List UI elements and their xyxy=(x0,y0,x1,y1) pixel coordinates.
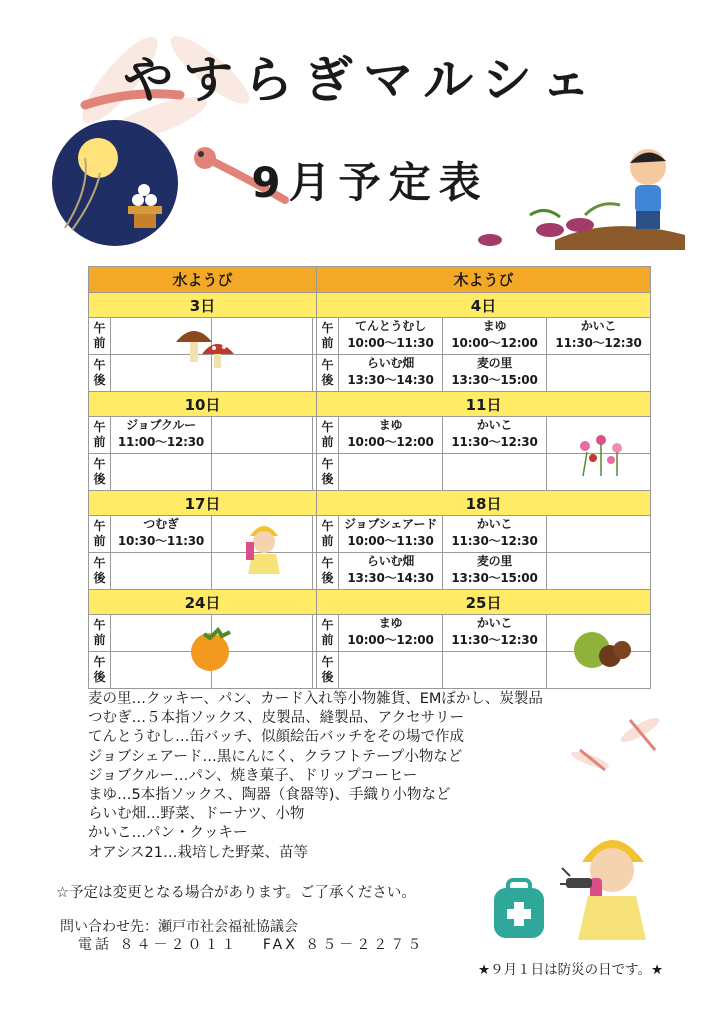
time-period-label: 午 後 xyxy=(317,553,339,590)
time-period-label: 午 後 xyxy=(89,553,111,590)
time-period-label: 午 前 xyxy=(317,417,339,454)
schedule-slot xyxy=(339,615,443,652)
contact-phone: 電話 ８４－２０１１ FAX ８５－２２７５ xyxy=(78,937,425,953)
empty-slot xyxy=(339,652,443,689)
time-period-label: 午 後 xyxy=(317,652,339,689)
vendor-item: オアシス21…栽培した野菜、苗等 xyxy=(88,844,308,861)
vendor-time: 13:30～15:00 xyxy=(451,571,538,585)
schedule-slot xyxy=(443,355,547,392)
vendor-item: てんとうむし…缶バッチ、似顔絵缶バッチをその場で作成 xyxy=(88,729,464,746)
time-period-label: 午 前 xyxy=(317,318,339,355)
time-period-label: 午 前 xyxy=(89,615,111,652)
page-subtitle: 9月予定表 xyxy=(251,158,489,207)
time-period-label: 午 前 xyxy=(89,318,111,355)
time-period-label: 午 前 xyxy=(317,615,339,652)
schedule-slot xyxy=(339,553,443,590)
change-notice: ☆予定は変更となる場合があります。ご了承ください。 xyxy=(56,885,416,901)
persimmon-icon xyxy=(186,624,238,672)
afternoon-row xyxy=(89,553,651,590)
time-period-label: 午 前 xyxy=(317,516,339,553)
page-title: やすらぎマルシェ xyxy=(123,51,601,109)
vendor-name: らいむ畑 xyxy=(366,356,415,370)
day-header-wednesday: 水ようび xyxy=(89,267,317,293)
helmet-girl-icon xyxy=(238,516,290,576)
time-period-label: 午 後 xyxy=(89,355,111,392)
schedule-slot xyxy=(339,516,443,553)
vendor-item: ジョブシェアード…黒にんにく、クラフトテープ小物など xyxy=(88,748,463,765)
date-row xyxy=(89,293,651,318)
morning-row xyxy=(89,516,651,553)
time-period-label: 午 前 xyxy=(89,417,111,454)
vendor-item: かいこ…パン・クッキー xyxy=(88,825,248,842)
schedule-slot xyxy=(443,318,547,355)
empty-slot xyxy=(547,516,651,553)
empty-slot xyxy=(547,553,651,590)
vendor-name: まゆ xyxy=(378,616,403,630)
day-header-row xyxy=(89,267,651,293)
date-header-thursday: 4日 xyxy=(317,293,651,318)
date-header-thursday: 25日 xyxy=(317,590,651,615)
vendor-item: 麦の里…クッキー、パン、カード入れ等小物雑貨、EMぼかし、炭製品 xyxy=(88,691,543,707)
moon-icon xyxy=(50,118,180,248)
empty-slot xyxy=(443,454,547,491)
schedule-slot xyxy=(443,615,547,652)
vendor-time: 10:00～11:30 xyxy=(347,336,434,350)
morning-row xyxy=(89,615,651,652)
emergency-backpack-icon xyxy=(486,878,552,940)
schedule-slot xyxy=(339,355,443,392)
vendor-time: 13:30～14:30 xyxy=(347,571,434,585)
date-header-wednesday: 3日 xyxy=(89,293,317,318)
helmet-girl-icon xyxy=(560,818,664,948)
vendor-time: 11:30～12:30 xyxy=(451,633,538,647)
schedule-slot xyxy=(339,417,443,454)
day-header-thursday: 木ようび xyxy=(317,267,651,293)
vendor-time: 10:00～12:00 xyxy=(451,336,538,350)
vendor-time: 10:00～11:30 xyxy=(347,534,434,548)
time-period-label: 午 後 xyxy=(89,652,111,689)
vendor-name: ジョブクルー xyxy=(126,418,196,432)
vendor-name: かいこ xyxy=(476,418,513,432)
vendor-time: 10:00～12:00 xyxy=(347,633,434,647)
afternoon-row xyxy=(89,652,651,689)
schedule-slot xyxy=(339,318,443,355)
vendor-name: てんとうむし xyxy=(355,319,426,333)
empty-slot xyxy=(212,417,313,454)
dragonfly-icon xyxy=(560,710,670,790)
vendor-name: 麦の里 xyxy=(476,554,513,568)
date-header-thursday: 18日 xyxy=(317,491,651,516)
contact-info xyxy=(60,918,424,954)
vendor-name: 麦の里 xyxy=(476,356,513,370)
empty-slot xyxy=(212,454,313,491)
vendor-name: まゆ xyxy=(378,418,403,432)
time-period-label: 午 後 xyxy=(317,454,339,491)
empty-slot xyxy=(111,454,212,491)
vendor-item: らいむ畑…野菜、ドーナツ、小物 xyxy=(88,806,305,823)
date-row xyxy=(89,392,651,417)
vendor-item: ジョブクルー…パン、焼き菓子、ドリップコーヒー xyxy=(88,767,418,784)
date-header-wednesday: 24日 xyxy=(89,590,317,615)
time-period-label: 午 後 xyxy=(317,355,339,392)
vendor-name: らいむ畑 xyxy=(366,554,415,568)
schedule-slot xyxy=(443,417,547,454)
vendor-time: 11:30～12:30 xyxy=(555,336,642,350)
schedule-slot xyxy=(111,417,212,454)
vendor-name: ジョブシェアード xyxy=(343,517,438,531)
disaster-day-notice: ★９月１日は防災の日です。★ xyxy=(478,962,664,978)
empty-slot xyxy=(111,553,212,590)
date-header-wednesday: 10日 xyxy=(89,392,317,417)
vendor-list xyxy=(88,690,543,863)
cosmos-flowers-icon xyxy=(573,432,635,476)
vendor-time: 13:30～15:00 xyxy=(451,373,538,387)
schedule-slot xyxy=(443,516,547,553)
vendor-time: 11:00～12:30 xyxy=(117,435,205,449)
time-period-label: 午 前 xyxy=(89,516,111,553)
date-row xyxy=(89,491,651,516)
vendor-time: 11:30～12:30 xyxy=(451,435,538,449)
vendor-name: かいこ xyxy=(476,616,513,630)
schedule-slot xyxy=(443,553,547,590)
empty-slot xyxy=(339,454,443,491)
afternoon-row xyxy=(89,454,651,491)
time-period-label: 午 後 xyxy=(89,454,111,491)
schedule-slot xyxy=(111,516,212,553)
date-row xyxy=(89,590,651,615)
morning-row xyxy=(89,417,651,454)
vendor-name: つむぎ xyxy=(143,517,179,531)
empty-slot xyxy=(443,652,547,689)
vendor-item: まゆ…5本指ソックス、陶器（食器等)、手織り小物など xyxy=(88,787,451,804)
vendor-time: 13:30～14:30 xyxy=(347,373,434,387)
schedule-slot xyxy=(547,318,651,355)
vendor-item: つむぎ…５本指ソックス、皮製品、縫製品、アクセサリー xyxy=(88,710,465,727)
vendor-name: かいこ xyxy=(476,517,513,531)
chestnut-icon xyxy=(570,626,632,672)
vendor-name: かいこ xyxy=(580,319,617,333)
vendor-time: 11:30～12:30 xyxy=(451,534,538,548)
vendor-name: まゆ xyxy=(482,319,507,333)
vendor-time: 10:00～12:00 xyxy=(347,435,434,449)
mushroom-icon xyxy=(172,322,240,372)
date-header-wednesday: 17日 xyxy=(89,491,317,516)
contact-label: 問い合わせ先：瀬戸市社会福祉協議会 xyxy=(60,919,298,935)
date-header-thursday: 11日 xyxy=(317,392,651,417)
empty-slot xyxy=(547,355,651,392)
vendor-time: 10:30～11:30 xyxy=(117,534,205,548)
